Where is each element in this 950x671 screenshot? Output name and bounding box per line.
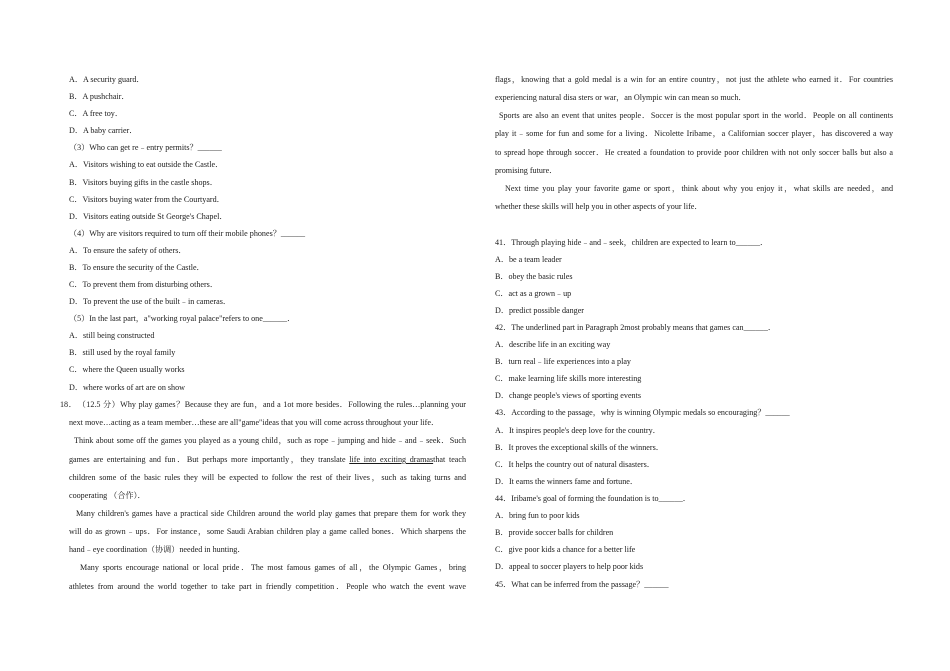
q44-option-a: A．bring fun to poor kids — [495, 511, 580, 520]
q42-option-a: A．describe life in an exciting way — [495, 340, 611, 349]
passage-p4-line-4: promising future． — [495, 166, 558, 175]
q43-option-d: D．It earns the winners fame and fortune． — [495, 477, 638, 486]
q41-option-a: A．be a team leader — [495, 255, 562, 264]
q42-stem: 42．The underlined part in Paragraph 2most probably means that games can______． — [495, 323, 776, 332]
q41-option-d: D．predict possible danger — [495, 306, 585, 315]
q44-stem: 44．Iribame's goal of forming the foundation is to______． — [495, 494, 691, 503]
passage-p1-line-2 — [69, 455, 466, 465]
q4-stem: （4）Why are visitors required to turn off their mobile phones？______ — [69, 229, 306, 238]
q4-option-d: D．To prevent the use of the built﹣in cameras． — [69, 297, 231, 306]
passage-p1-line-1: Think about some off the games you played as a young child，such as rope﹣jumping and hide﹣and﹣seek．Such — [74, 436, 466, 445]
q5-option-b: B．still used by the royal family — [69, 348, 176, 357]
passage-p2-line-2: will do as grown﹣ups．For instance，some Saudi Arabian children play a game called bones．Which sharpens the — [69, 527, 466, 536]
q43-option-c: C．It helps the country out of natural disasters． — [495, 460, 655, 469]
q5-option-c: C．where the Queen usually works — [69, 365, 185, 374]
q44-option-b: B．provide soccer balls for children — [495, 528, 614, 537]
passage-p4-line-2: play it﹣some for fun and some for a living．Nicolette Iribame，a Californian soccer player，has discovered a way — [495, 129, 893, 138]
p1-line-2-pre: games are entertaining and fun．But perhaps more importantly，they translate — [69, 455, 350, 464]
passage-p1-line-3: children some of the basic rules they will be expected to follow the rest of their lives，such as taking turns and — [69, 473, 466, 482]
q3-option-d: D．Visitors eating outside St George's Chapel． — [69, 212, 228, 221]
q2-option-c: C．A free toy． — [69, 109, 123, 118]
q43-option-b: B．It proves the exceptional skills of the winners． — [495, 443, 664, 452]
q4-option-c: C．To prevent them from disturbing others． — [69, 280, 218, 289]
q3-option-c: C．Visitors buying water from the Courtyard． — [69, 195, 225, 204]
q44-option-d: D．appeal to soccer players to help poor kids — [495, 562, 644, 571]
q3-option-b: B．Visitors buying gifts in the castle shops． — [69, 178, 218, 187]
passage-p1-line-4: cooperating （合作）． — [69, 491, 146, 500]
q44-option-c: C．give poor kids a chance for a better life — [495, 545, 636, 554]
passage-p3-line-1: Many sports encourage national or local pride．The most famous games of all，the Olympic Games，bring — [80, 563, 466, 572]
q3-stem: （3）Who can get re﹣entry permits？______ — [69, 143, 222, 152]
passage-p3-line-2: athletes from around the world together to take part in friendly competition．People who watch the event wave — [69, 582, 466, 591]
q4-option-a: A．To ensure the safety of others． — [69, 246, 187, 255]
q18-header-line-1: 18． （12.5 分）Why play games？Because they are fun，and a 1ot more besides．Following the rules…planning your — [60, 400, 466, 409]
q2-option-a: A．A security guard． — [69, 75, 145, 84]
passage-p4-line-1: Sports are also an event that unites people．Soccer is the most popular sport in the world．People on all continents — [499, 111, 893, 120]
q41-option-c: C．act as a grown﹣up — [495, 289, 572, 298]
passage-p5-line-1: Next time you play your favorite game or sport，think about why you enjoy it，what skills are needed，and — [505, 184, 893, 193]
q43-option-a: A．It inspires people's deep love for the country． — [495, 426, 661, 435]
q43-stem: 43．According to the passage，why is winning Olympic medals so encouraging？______ — [495, 408, 790, 417]
q41-option-b: B．obey the basic rules — [495, 272, 573, 281]
q2-option-d: D．A baby carrier． — [69, 126, 138, 135]
p1-line-2-post: that teach — [433, 455, 467, 464]
q2-option-b: B．A pushchair． — [69, 92, 130, 101]
passage-p2-line-3: hand﹣eye coordination（协调）needed in hunting． — [69, 545, 246, 554]
q4-option-b: B．To ensure the security of the Castle． — [69, 263, 205, 272]
passage-p2-line-1: Many children's games have a practical side Children around the world play games that prepare them for work they — [76, 509, 466, 518]
q42-option-b: B．turn real﹣life experiences into a play — [495, 357, 631, 366]
passage-p4-line-3: to spread hope through soccer．He created a foundation to provide poor children with not only soccer balls but also a — [495, 148, 893, 157]
underlined-phrase: life into exciting dramas — [349, 455, 434, 464]
q41-stem: 41．Through playing hide﹣and﹣seek，children are expected to learn to______． — [495, 238, 769, 247]
q42-option-c: C．make learning life skills more interesting — [495, 374, 642, 383]
q3-option-a: A．Visitors wishing to eat outside the Castle． — [69, 160, 224, 169]
q5-option-d: D．where works of art are on show — [69, 383, 185, 392]
q5-stem: （5）In the last part，a"working royal palace"refers to one______． — [69, 314, 296, 323]
q5-option-a: A．still being constructed — [69, 331, 155, 340]
q18-header-line-2: next move…acting as a team member…these are all"game"ideas that you will come across throughout your life． — [69, 418, 440, 427]
passage-p3-line-4: experiencing natural disa sters or war，an Olympic win can mean so much． — [495, 93, 747, 102]
q42-option-d: D．change people's views of sporting events — [495, 391, 641, 400]
q45-stem: 45．What can be inferred from the passage？______ — [495, 580, 669, 589]
passage-p5-line-2: whether these skills will help you in other aspects of your life． — [495, 202, 703, 211]
passage-p3-line-3: flags，knowing that a gold medal is a win for an entire country，not just the athlete who earned it．For countries — [495, 75, 893, 84]
